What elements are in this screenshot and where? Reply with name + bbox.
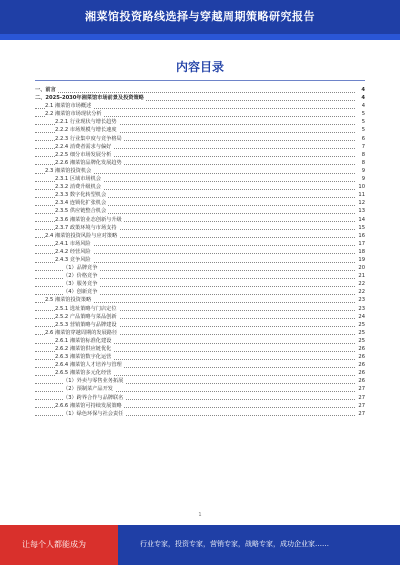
toc-entry[interactable] xyxy=(35,272,365,280)
toc-entry-page: 25 xyxy=(358,337,365,344)
toc-entry-label: 2.2.3 行业集中度与竞争格局 xyxy=(55,135,122,142)
toc-entry-page: 12 xyxy=(358,200,365,207)
toc-entry-page: 27 xyxy=(358,386,365,393)
toc-entry-label: 2.6.2 湘菜馆供应链优化 xyxy=(55,346,112,352)
toc-entry[interactable] xyxy=(35,288,365,296)
toc-entry-label: 2.5.1 选址策略与门店定位 xyxy=(55,305,117,312)
toc-entry[interactable] xyxy=(35,353,365,361)
footer-slogan: 让每个人都能成为 xyxy=(22,540,86,549)
toc-entry-page: 9 xyxy=(361,167,365,174)
toc-entry[interactable] xyxy=(35,313,365,321)
toc-entry-label: 一、前言 xyxy=(35,87,56,93)
toc-entry[interactable] xyxy=(35,296,365,304)
toc-entry-page: 20 xyxy=(358,265,365,272)
toc-entry[interactable] xyxy=(35,329,365,337)
toc-entry-page: 15 xyxy=(358,224,365,231)
toc-entry-label: 2.4.1 市场风险 xyxy=(55,240,91,247)
toc-entry[interactable] xyxy=(35,337,365,345)
toc-entry-page: 17 xyxy=(358,240,365,247)
toc-entry-page: 4 xyxy=(361,103,365,110)
toc-entry-label: 2.3.6 湘菜馆业态创新与升级 xyxy=(55,216,122,223)
toc-entry-label: 2.3 湘菜馆投资机会 xyxy=(45,167,92,174)
toc-entry[interactable] xyxy=(35,280,365,288)
toc-entry-page: 23 xyxy=(358,305,365,312)
toc-entry[interactable] xyxy=(35,126,365,134)
toc-entry-page: 4 xyxy=(361,95,365,102)
toc-entry-label: 2.6.1 湘菜馆标准化建设 xyxy=(55,337,112,344)
toc-entry-page: 8 xyxy=(361,159,365,166)
toc-entry[interactable] xyxy=(35,240,365,248)
toc-entry-page: 24 xyxy=(358,313,365,320)
toc-entry-page: 25 xyxy=(358,321,365,328)
toc-entry[interactable] xyxy=(35,151,365,159)
toc-entry[interactable] xyxy=(35,175,365,183)
toc-entry-page: 22 xyxy=(358,281,365,288)
toc-entry[interactable] xyxy=(35,110,365,118)
toc-entry-page: 21 xyxy=(358,273,365,280)
toc-leader-dots xyxy=(35,92,355,93)
toc-entry-page: 11 xyxy=(358,192,365,199)
toc-entry-label: 2.2.6 湘菜馆品牌化发展趋势 xyxy=(55,159,122,166)
toc-entry-label: （1）绿色环保与社会责任 xyxy=(63,410,124,417)
toc-entry[interactable] xyxy=(35,86,365,94)
toc-entry[interactable] xyxy=(35,264,365,272)
toc-entry[interactable] xyxy=(35,224,365,232)
toc-entry-label: 2.2.5 细分市场发展分析 xyxy=(55,151,112,158)
toc-entry-page: 9 xyxy=(361,176,365,183)
toc-entry-page: 14 xyxy=(358,216,365,223)
toc-entry-page: 27 xyxy=(358,410,365,417)
toc-entry-label: 2.3.7 政策环境与市场支持 xyxy=(55,224,117,231)
page-number: 1 xyxy=(198,512,202,518)
toc-entry-label: 2.4.2 经营风险 xyxy=(55,248,91,255)
toc-entry-page: 5 xyxy=(361,127,365,134)
toc-entry-page: 27 xyxy=(358,402,365,409)
toc-entry-label: （1）品牌竞争 xyxy=(63,265,98,272)
report-title: 湘菜馆投资路线选择与穿越周期策略研究报告 xyxy=(85,10,315,23)
toc-entry-label: （3）服务竞争 xyxy=(63,281,98,288)
toc-entry-page: 23 xyxy=(358,297,365,304)
toc-entry[interactable] xyxy=(35,305,365,313)
toc-entry-label: 2.3.4 连锁化扩张机会 xyxy=(55,200,107,207)
toc-entry[interactable] xyxy=(35,191,365,199)
toc-entry-label: 2.6.6 湘菜馆可持续发展策略 xyxy=(55,402,122,409)
toc-entry[interactable] xyxy=(35,369,365,377)
toc-entry-page: 22 xyxy=(358,289,365,296)
toc-entry-page: 25 xyxy=(358,329,365,336)
toc-entry-label: 2.6.4 湘菜馆人才培养与管理 xyxy=(55,362,122,369)
toc-entry-label: 2.5 湘菜馆投资策略 xyxy=(45,297,92,304)
toc-entry[interactable] xyxy=(35,248,365,256)
toc-entry-label: 2.6.3 湘菜馆数字化运营 xyxy=(55,354,112,361)
toc-entry-label: 2.4.3 竞争风险 xyxy=(55,256,91,263)
toc-entry-label: 2.3.5 供应链整合机会 xyxy=(55,208,107,215)
toc-entry-label: （2）价格竞争 xyxy=(63,273,98,280)
toc-entry-label: 2.5.2 产品策略与菜品创新 xyxy=(55,313,117,320)
toc-entry-page: 8 xyxy=(361,151,365,158)
toc-entry-label: 2.2 湘菜馆市场现状分析 xyxy=(45,111,102,118)
toc-entry-page: 16 xyxy=(358,232,365,239)
toc-entry[interactable] xyxy=(35,94,365,102)
toc-entry-label: 二、2025-2030年湘菜馆市场前景及投资策略 xyxy=(35,95,144,102)
toc-entry[interactable] xyxy=(35,321,365,329)
toc-entry[interactable] xyxy=(35,402,365,410)
toc-entry-label: 2.6 湘菜馆穿越周期的发展路径 xyxy=(45,329,118,336)
toc-entry-page: 26 xyxy=(358,362,365,369)
toc-entry-label: 2.3.2 消费升级机会 xyxy=(55,184,101,191)
toc-entry-label: 2.4 湘菜馆投资风险与应对策略 xyxy=(45,232,118,239)
toc-entry[interactable] xyxy=(35,135,365,143)
toc-entry-label: （1）外卖与零售业务拓展 xyxy=(63,378,124,385)
toc-entry-label: 2.1 湘菜馆市场概述 xyxy=(45,103,92,110)
toc-entry-page: 26 xyxy=(358,346,365,352)
toc-entry-label: （3）跨界合作与品牌联名 xyxy=(63,394,124,401)
toc-heading: 内容目录 xyxy=(175,60,224,74)
header-stripe xyxy=(0,34,400,40)
toc-entry-label: 2.2.2 市场规模与增长速度 xyxy=(55,127,117,134)
toc-entry-label: 2.6.5 湘菜馆多元化经营 xyxy=(55,370,112,377)
toc-entry[interactable] xyxy=(35,232,365,240)
toc-entry[interactable] xyxy=(35,199,365,207)
toc-entry-page: 7 xyxy=(361,143,365,150)
toc-entry-label: 2.3.1 区域市场机会 xyxy=(55,176,101,183)
toc-entry[interactable] xyxy=(35,143,365,151)
toc-entry[interactable] xyxy=(35,183,365,191)
toc-entry-page: 13 xyxy=(358,208,365,215)
toc-entry-page: 27 xyxy=(358,394,365,401)
toc-entry[interactable] xyxy=(35,394,365,402)
toc-entry-label: 2.2.4 消费者需求与偏好 xyxy=(55,143,112,150)
toc-entry-label: （4）创新竞争 xyxy=(63,289,98,296)
toc-entry[interactable] xyxy=(35,159,365,167)
toc-entry-page: 26 xyxy=(358,354,365,361)
toc-entry-page: 18 xyxy=(358,248,365,255)
toc-entry[interactable] xyxy=(35,167,365,175)
toc-entry-label: 2.5.3 营销策略与品牌建设 xyxy=(55,321,117,328)
divider xyxy=(35,80,365,81)
toc-entry-page: 26 xyxy=(358,370,365,377)
toc-entry-page: 6 xyxy=(361,135,365,142)
toc-entry[interactable] xyxy=(35,385,365,393)
toc-entry[interactable] xyxy=(35,216,365,224)
toc-entry-label: 2.3.3 数字化转型机会 xyxy=(55,192,107,199)
toc-entry[interactable] xyxy=(35,118,365,126)
toc-entry-page: 19 xyxy=(358,256,365,263)
toc-entry-page: 4 xyxy=(361,87,365,93)
toc-entry[interactable] xyxy=(35,361,365,369)
toc-entry-page: 5 xyxy=(361,111,365,118)
toc-entry[interactable] xyxy=(35,410,365,418)
footer-tagline: 行业专家，投资专家，营销专家，战略专家，成功企业家…… xyxy=(140,540,329,548)
table-of-contents xyxy=(35,86,365,418)
toc-entry-label: （2）预制菜产品开发 xyxy=(63,386,113,393)
toc-entry-label: 2.2.1 行业现状与增长趋势 xyxy=(55,119,117,126)
toc-entry[interactable] xyxy=(35,256,365,264)
toc-entry-page: 26 xyxy=(358,378,365,385)
toc-entry[interactable] xyxy=(35,345,365,353)
toc-entry[interactable] xyxy=(35,377,365,385)
toc-entry[interactable] xyxy=(35,207,365,215)
toc-entry-page: 10 xyxy=(358,184,365,191)
toc-entry[interactable] xyxy=(35,102,365,110)
toc-entry-page: 5 xyxy=(361,119,365,126)
